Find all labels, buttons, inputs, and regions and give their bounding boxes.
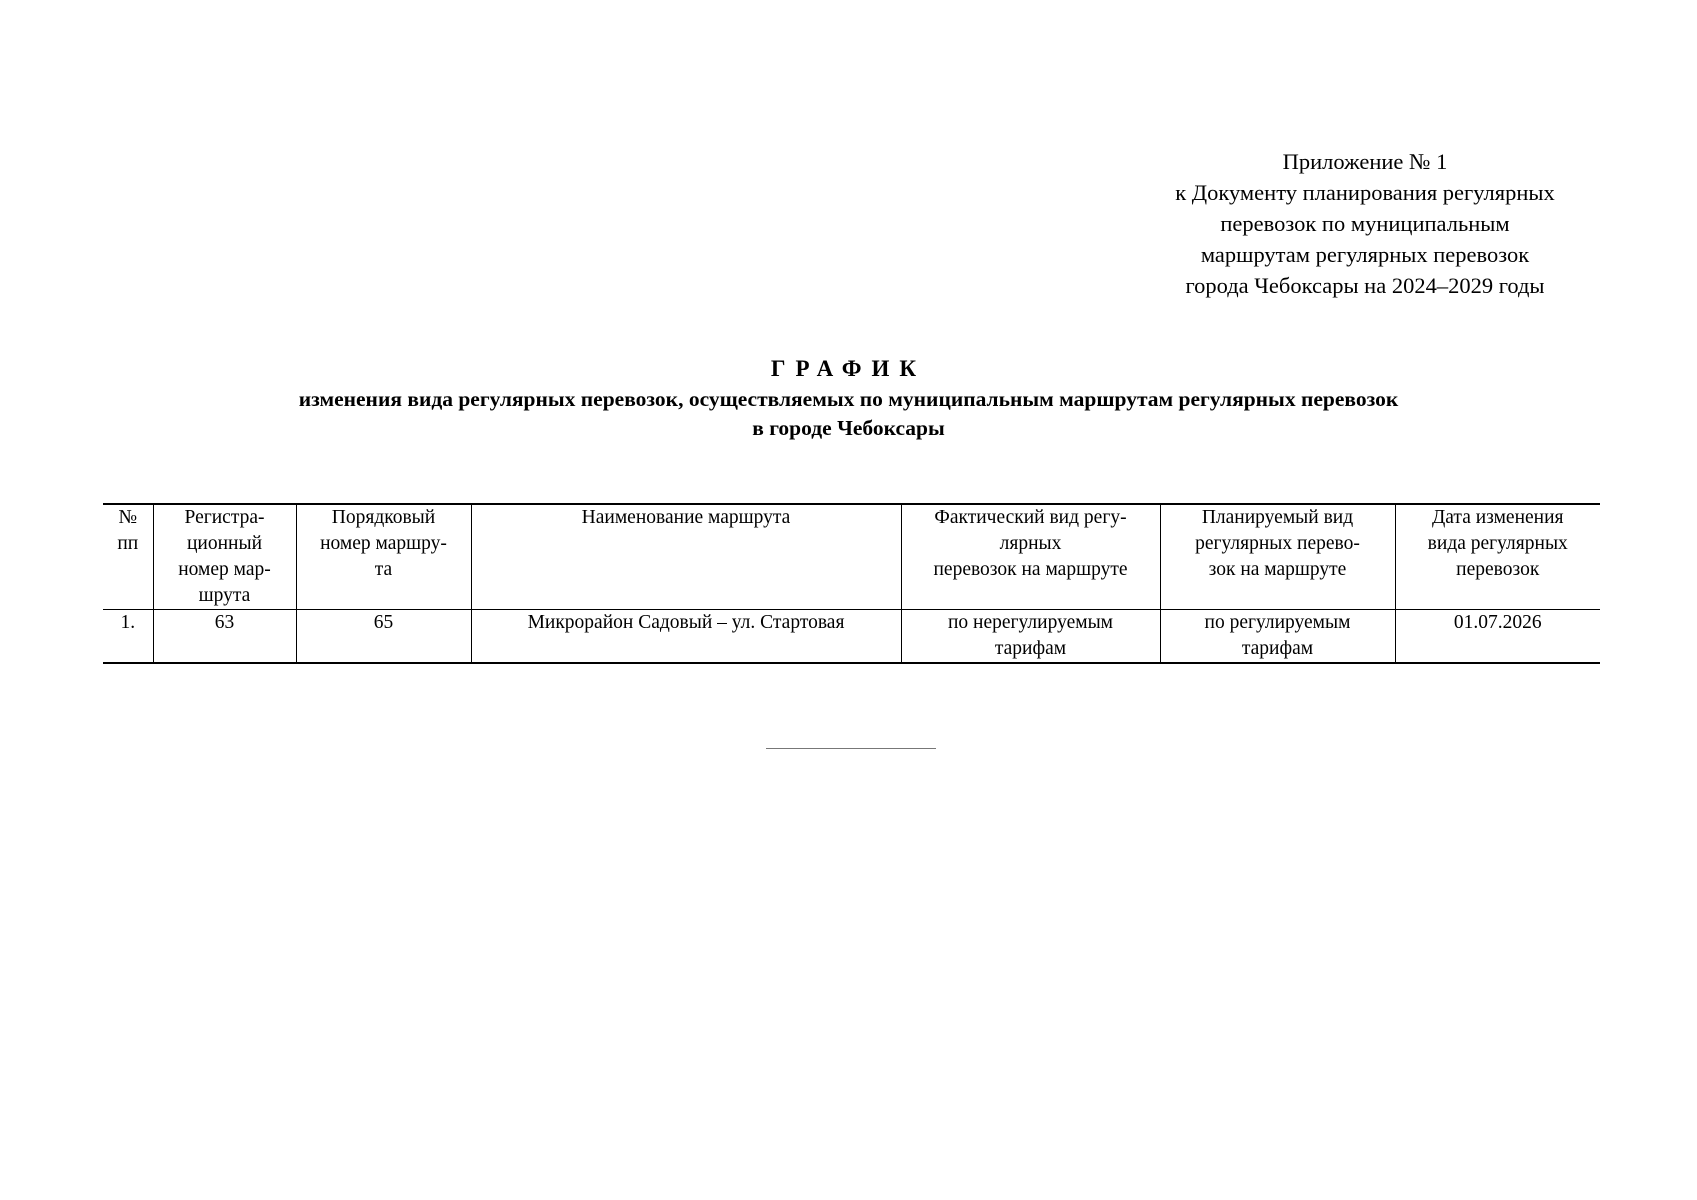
cell-text-line: тарифам	[994, 638, 1067, 659]
header-cell-route-name	[471, 504, 901, 610]
header-cell-number	[103, 504, 153, 610]
cell-text-line: по нерегулируемым	[947, 612, 1114, 633]
cell-text-line: Дата изменения	[1431, 507, 1564, 528]
cell-text-line: пп	[117, 533, 139, 554]
cell-text-line: Порядковый	[331, 507, 436, 528]
header-cell-route-order-number	[296, 504, 471, 610]
cell-text-line: ционный	[186, 533, 263, 554]
appendix-line: к Документу планирования регулярных	[1175, 180, 1555, 205]
schedule-table	[103, 503, 1600, 664]
cell-text-line: номер маршру-	[320, 533, 447, 554]
cell-text-line: Микрорайон Садовый – ул. Стартовая	[527, 612, 845, 633]
cell-change-date	[1395, 610, 1600, 664]
cell-text-line: №	[118, 507, 138, 528]
header-cell-change-date	[1395, 504, 1600, 610]
title-subtitle-line: в городе Чебоксары	[752, 416, 945, 440]
cell-text-line: Наименование маршрута	[581, 507, 791, 528]
appendix-line: перевозок по муниципальным	[1220, 211, 1510, 236]
cell-text-line: по регулируемым	[1204, 612, 1351, 633]
title-subtitle-line: изменения вида регулярных перевозок, осуществляемых по муниципальным маршрутам регулярных перевозок	[298, 387, 1399, 411]
cell-text-line: перевозок на маршруте	[933, 559, 1128, 580]
cell-text-line: зок на маршруте	[1208, 559, 1347, 580]
appendix-line: маршрутам регулярных перевозок	[1200, 242, 1530, 267]
cell-text-line: перевозок	[1456, 559, 1540, 580]
cell-text-line: Регистра-	[184, 507, 265, 528]
cell-text-line: регулярных перево-	[1195, 533, 1360, 554]
document-title	[100, 353, 1597, 443]
cell-text-line: 63	[214, 612, 235, 633]
cell-text-line: номер мар-	[178, 559, 271, 580]
header-cell-planned-transport-type	[1160, 504, 1395, 610]
appendix-note	[1140, 146, 1590, 301]
cell-text-line: та	[374, 559, 393, 580]
cell-text-line: Фактический вид регу-	[934, 507, 1127, 528]
cell-text-line: тарифам	[1241, 638, 1314, 659]
cell-text-line: шрута	[198, 585, 251, 606]
table-row	[103, 610, 1600, 664]
table-header-row	[103, 504, 1600, 610]
cell-text-line: лярных	[999, 533, 1062, 554]
appendix-line: Приложение № 1	[1282, 149, 1448, 174]
cell-registration-number	[153, 610, 296, 664]
title-heading: ГРАФИК	[770, 356, 927, 381]
cell-route-order-number	[296, 610, 471, 664]
cell-route-name	[471, 610, 901, 664]
header-cell-actual-transport-type	[901, 504, 1160, 610]
cell-actual-transport-type	[901, 610, 1160, 664]
cell-text-line: вида регулярных	[1427, 533, 1568, 554]
header-cell-registration-number	[153, 504, 296, 610]
cell-text-line: 01.07.2026	[1453, 612, 1542, 633]
cell-planned-transport-type	[1160, 610, 1395, 664]
end-separator-line	[766, 748, 936, 749]
cell-text-line: 65	[373, 612, 394, 633]
cell-number	[103, 610, 153, 664]
cell-text-line: Планируемый вид	[1201, 507, 1354, 528]
appendix-line: города Чебоксары на 2024–2029 годы	[1185, 273, 1545, 298]
cell-text-line: 1.	[120, 612, 136, 633]
